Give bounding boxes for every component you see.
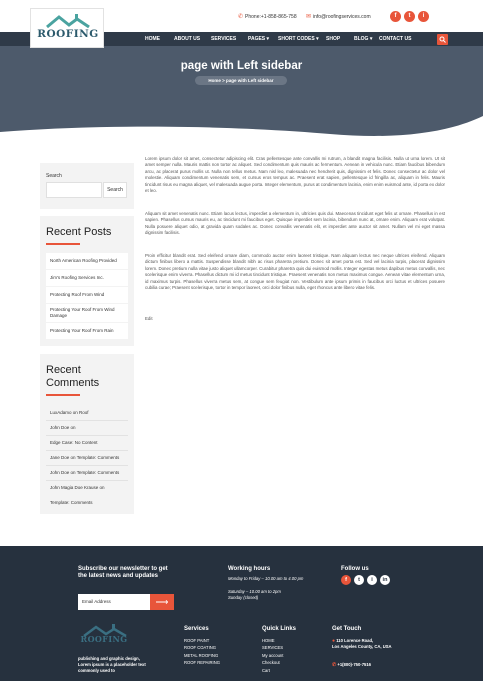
address-line: 110 Lorence Road,: [336, 638, 374, 643]
footer-logo-text: ROOFING: [80, 634, 128, 644]
phone-icon: ✆: [238, 14, 244, 20]
hours-line: Sunday (closed): [228, 595, 259, 600]
logo-text: ROOFING: [37, 28, 99, 40]
facebook-icon[interactable]: f: [341, 575, 351, 585]
twitter-icon[interactable]: t: [354, 575, 364, 585]
footer-link[interactable]: My account: [262, 652, 284, 658]
divider: [46, 420, 128, 421]
recent-post-link[interactable]: Protecting Roof From Wind: [46, 287, 128, 303]
nav-services[interactable]: SERVICES: [211, 36, 237, 42]
email-text: info@roofingservices.com: [313, 13, 371, 20]
footer-link[interactable]: HOME: [262, 638, 275, 643]
twitter-icon[interactable]: t: [404, 11, 415, 22]
comment-item[interactable]: LuxAdamo on Roof: [50, 410, 89, 415]
header-email[interactable]: [306, 13, 371, 20]
search-input[interactable]: [46, 182, 102, 198]
comment-item[interactable]: John Magia Doe Krause on: [50, 485, 105, 490]
recent-post-link[interactable]: Protecting Your Roof From Rain: [46, 323, 128, 339]
header-search-button[interactable]: [437, 34, 448, 45]
nav-short-codes-label: SHORT CODES: [278, 36, 315, 42]
footer-link[interactable]: METAL ROOFING: [184, 652, 219, 658]
chevron-down-icon: ▾: [369, 36, 373, 42]
nav-home[interactable]: HOME: [145, 36, 160, 42]
chevron-down-icon: ▾: [266, 36, 270, 42]
comment-item[interactable]: Edge Case: No Content: [50, 440, 98, 445]
mail-icon: ✉: [306, 14, 312, 20]
page-title: page with Left sidebar: [180, 60, 303, 72]
footer-link[interactable]: ROOF PAINT: [184, 638, 210, 643]
title-underline: [46, 243, 80, 245]
comment-item[interactable]: John Doe on Template: Comments: [50, 470, 120, 475]
title-underline: [46, 394, 80, 396]
newsletter-title: Subscribe our newsletter to get the latest news and updates: [78, 566, 168, 579]
search-label: Search: [46, 173, 62, 179]
newsletter-email-input[interactable]: Email Address: [78, 594, 150, 610]
recent-post-link[interactable]: Protecting Your Roof From Wind Damage: [46, 304, 128, 322]
hours-title: Working hours: [228, 566, 271, 572]
search-submit-button[interactable]: Search: [103, 182, 127, 198]
phone-text: Phone:+1-858-865-758: [245, 13, 297, 20]
location-icon: ●: [332, 638, 336, 644]
instagram-icon[interactable]: i: [367, 575, 377, 585]
edit-link[interactable]: Edit: [145, 316, 153, 321]
services-title: Services: [184, 626, 209, 632]
roof-logo-icon: [45, 13, 91, 28]
footer-link[interactable]: ROOF COATING: [184, 645, 217, 651]
nav-pages[interactable]: [248, 36, 269, 42]
divider: [46, 480, 128, 481]
header-socials: [390, 11, 429, 22]
search-widget: [40, 163, 134, 209]
recent-comments-title: Recent Comments: [46, 364, 100, 389]
nav-about[interactable]: ABOUT US: [174, 36, 201, 42]
linkedin-icon[interactable]: in: [380, 575, 390, 585]
footer-quick-links: [262, 637, 283, 674]
recent-posts-widget: [40, 216, 134, 346]
recent-posts-title: Recent Posts: [46, 226, 112, 238]
nav-blog[interactable]: [354, 36, 372, 42]
footer-link[interactable]: ROOF REPAIRING: [184, 660, 220, 666]
footer-socials: [341, 575, 390, 585]
phone-icon: ✆: [332, 662, 337, 668]
recent-post-link[interactable]: Jim's Roofing Services Inc.: [46, 270, 128, 286]
header-phone[interactable]: [238, 13, 297, 20]
get-touch-title: Get Touch: [332, 626, 362, 632]
arrow-right-icon: ⟶: [155, 597, 169, 607]
footer-link[interactable]: Checkout: [262, 660, 280, 666]
divider: [46, 450, 128, 451]
chevron-down-icon: ▾: [316, 36, 319, 42]
recent-comments-widget: [40, 354, 134, 514]
nav-short-codes[interactable]: [278, 36, 319, 42]
comment-item[interactable]: Jane Doe on Template: Comments: [50, 455, 120, 460]
comment-item[interactable]: John Doe on: [50, 425, 76, 430]
content-paragraph: Aliquam sit amet venenatis nunc. Etiam lacus lectus, imperdiet a elementum in, ultricies quis dui. Maecenas tincidunt eget felis ut ornare. Phasellus in est sapien. Phasellus cursus mauris eu, ac tincidunt mi faucibus eget. Quisque imperdiet sem lacinia, bibendum nunc at, ornare enim. Aliquam erat volutpat. Nulla posuere aliquet odio, at gravida quam sodales ac. Donec convallis venenatis elit, et imperdiet ante auctor sit amet. Nullam vel mi eget massa dignissim facilisis.: [145, 211, 445, 236]
nav-blog-label: BLOG: [354, 36, 369, 42]
footer-link[interactable]: SERVICES: [262, 645, 284, 651]
breadcrumb[interactable]: Home > page with Left sidebar: [195, 76, 287, 85]
nav-pages-label: PAGES: [248, 36, 266, 42]
follow-title: Follow us: [341, 566, 369, 572]
address-line: Los Angeles County, CA, USA: [332, 644, 392, 650]
instagram-icon[interactable]: i: [418, 11, 429, 22]
divider: [46, 435, 128, 436]
footer-link[interactable]: Cart: [262, 667, 270, 673]
newsletter-submit-button[interactable]: [150, 594, 174, 610]
hours-line: Saturday – 10.00 am to 2pm: [228, 589, 281, 594]
content-paragraph: Proin efficitur blandit erat. Sed eleifend ornare diam, commodo auctor enim laoreet tristique. Nam aliquam lectus nec neque ultrices eleifend. Aliquam dictum finibus libero a mattis. Suspendisse blandit nibh ac risus pharetra pretium. Donec sit amet porta est. Sed vel lacinia turpis, placerat dignissim lorem. Donec pretium nulla vitae justo aliquet ullamcorper. Curabitur pharetra quis dui euismod mollis. Integer egestas metus dapibus metus convallis, nec scelerisque enim viverra. Phasellus dictum mi id metus tincidunt tristique. Praesent venenatis non metus maximus congue. Aenean vitae elementum urna, id maximus turpis. Phasellus viverra metus sem, at congue sem feugiat non. Vestibulum ante ipsum primis in faucibus orci luctus et ultrices posuere cubilia curae; Praesent scelerisque, tortor in tempor laoreet, orci dolor finibus nulla, eget rhoncus ante libero vitae felis.: [145, 253, 445, 291]
divider: [46, 465, 128, 466]
recent-post-link[interactable]: North American Roofing Provided: [46, 253, 128, 269]
quick-links-title: Quick Links: [262, 626, 297, 632]
footer-logo[interactable]: [78, 623, 130, 649]
footer-services-list: [184, 637, 220, 667]
content-paragraph: Lorem ipsum dolor sit amet, consectetur adipiscing elit. Cras pellentesque ante convallis mi rutrum, a blandit magna facilisis. Nulla ut urna lorem. Ut sit amet semper nulla. Mauris mattis non tortor ac aliquet. Sed condimentum quis mauris ac fermentum. Aenean in vehicula nunc. Etiam faucibus bibendum arcu, ac placerat purus mollis ut. Nulla non tellus metus. Nam nisl leo, malesuada nec hendrerit quis, dignissim et felis. Donec consectetur ac dolor vel molestie. Aliquam condimentum venenatis sem, et cursus eros tempus ac. Praesent erat sapien, pellentesque id fringilla ac, aliquam in felis. Mauris tincidunt risus eu magna aliquet, vel malesuada augue porta. Integer elementum, purus at condimentum lacinia, enim enim euismod ante, id porta ex dolor et leo.: [145, 156, 445, 194]
footer-phone-text: +1(800)-750-7516: [337, 662, 372, 667]
nav-contact[interactable]: CONTACT US: [379, 36, 412, 42]
search-icon: [439, 36, 446, 43]
comment-item[interactable]: Template: Comments: [50, 500, 93, 505]
facebook-icon[interactable]: f: [390, 11, 401, 22]
nav-shop[interactable]: SHOP: [326, 36, 341, 42]
footer-address: [332, 638, 432, 650]
site-logo[interactable]: [30, 8, 104, 48]
page-hero: [0, 46, 483, 156]
footer-about-text: publishing and graphic design, Lorem ipsum is a placeholder text commonly used to: [78, 656, 146, 674]
hours-line: Monday to Friday – 10.00 am to 4.00 pm: [228, 576, 304, 581]
footer-phone[interactable]: [332, 662, 432, 668]
